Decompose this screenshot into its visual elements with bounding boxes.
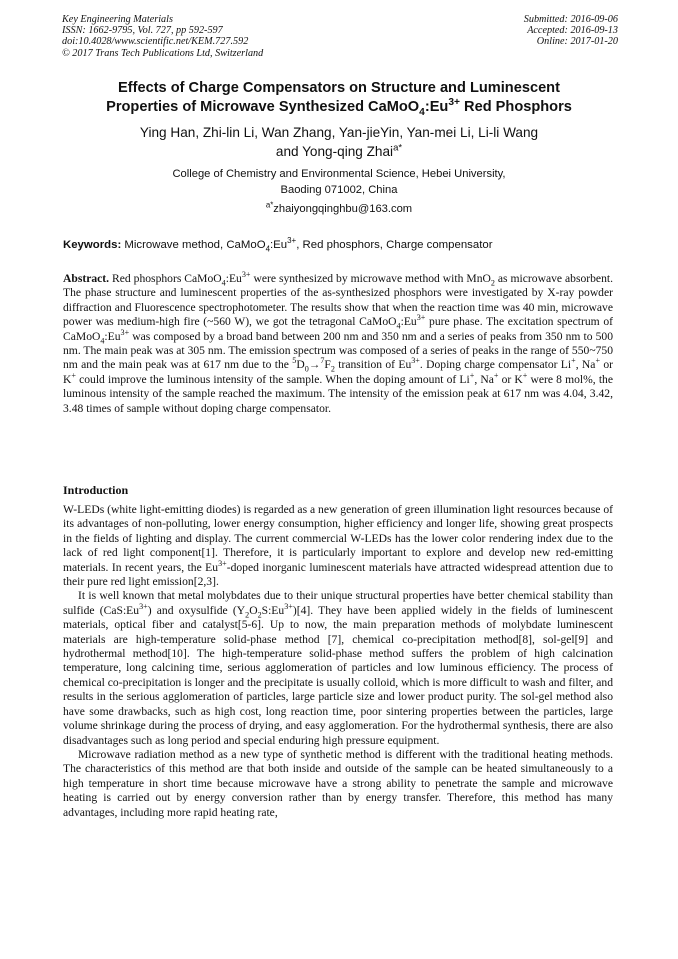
journal-name: Key Engineering Materials [62,14,173,25]
issn-line: ISSN: 1662-9795, Vol. 727, pp 592-597 [62,25,223,37]
keywords-label: Keywords: [63,239,122,251]
keywords: Keywords: Microwave method, $CaMoO_4:Eu^{3+}$, Red phosphors, Charge compensator [63,236,493,254]
authors-line-1: Ying Han, Zhi-lin Li, Wan Zhang, Yan-jieYin, Yan-mei Li, Li-li Wang [139,125,539,140]
accepted-date: Accepted: 2016-09-13 [527,25,618,37]
abstract-label: Abstract. [63,272,110,285]
affiliation [40,166,638,198]
author-list [40,123,638,161]
title-line-2: Properties of Microwave Synthesized $CaMoO_4:Eu^{3+}$ Red Phosphors [106,97,572,118]
intro-paragraph-1: W-LEDs (white light-emitting diodes) is regarded as a new generation of green illumination light resources because of its advantages of non-polluting, lower energy consumption, higher efficiency and longer life, showing great prospects in the fields of lighting and display. The current commercial W-LEDs has the lower color rendering index due to the lack of red light component[1]. Therefore, it is particularly important to explore and develop new red-emitting materials. In recent years, the $Eu^{3+}$-doped inorganic luminescent materials have attracted widespread attention due to their pure red light emission[2,3]. [63,503,614,589]
affiliation-line-1: College of Chemistry and Environmental Science, Hebei University, [172,168,506,180]
title-line-1: Effects of Charge Compensators on Structure and Luminescent [118,80,560,96]
journal-info [62,14,263,59]
doi-line: doi:10.4028/www.scientific.net/KEM.727.592 [62,36,249,48]
corresponding-marker: a* [393,142,403,154]
publication-dates [524,14,618,48]
abstract: Abstract. Red phosphors $CaMoO_4:Eu^{3+}$ were synthesized by microwave method with MnO$_2$ as microwave absorbent. The phase structure and luminescent properties of the as-synthesized phosphors were investigated by X-ray powder diffraction and Fluorescence spectrophotometer. The results show that when the reaction time was 40 min, microwave power was medium-high fire (~560 W), we got the tetragonal $CaMoO_4:Eu^{3+}$ pure phase. The excitation spectrum of $CaMoO_4:Eu^{3+}$ was composed by a broad band between 200 nm and 350 nm and a series of peaks from 350 nm to 500 nm. The main peak was at 305 nm. The emission spectrum was composed of a series of peaks in the range of 550~750 nm and the main peak was at 617 nm due to the $^5D_0\to^7F_2$ transition of $Eu^{3+}$. Doping charge compensator Li+, Na+ or K+ could improve the luminous intensity of the sample. When the doping amount of Li+, Na+ or K+ were 8 mol%, the luminous intensity of the sample reached the maximum. The intensity of the emission peak at 617 nm was 4.04, 3.42, 3.48 times of sample without doping charge compensator. [63,270,614,415]
email-marker: a* [265,200,274,210]
introduction-body [63,503,613,820]
intro-paragraph-3: Microwave radiation method as a new type of synthetic method is different with the traditional heating methods. The characteristics of this method are that both inside and outside of the sample can be heated simultaneously to a high temperature in short time because microwave have a strong ability to penetrate the sample and microwave heating is carried out by energy conversion rather than by energy transfer. Therefore, this method has many advantages, including more rapid heating rate, [63,747,613,819]
copyright-line: © 2017 Trans Tech Publications Ltd, Switzerland [62,47,264,59]
online-date: Online: 2017-01-20 [536,36,618,48]
affiliation-line-2: Baoding 071002, China [280,184,398,196]
paper-title [40,79,638,117]
author-email [40,202,638,216]
submitted-date: Submitted: 2016-09-06 [523,14,618,25]
introduction-heading: Introduction [63,483,129,497]
authors-line-2: and Yong-qing Zhai$^{a*}$ [275,142,403,159]
email-address: zhaiyongqinghbu@163.com [273,203,413,215]
intro-paragraph-2: It is well known that metal molybdates due to their unique structural properties have better chemical stability than sulfide $(CaS:Eu^{3+})$ and oxysulfide $(Y_2O_2S:Eu^{3+})[4]$. They have been applied widely in the fields of luminescent materials, optical fiber and catalyst[5-6]. Up to now, the main preparation methods of molybdate luminescent materials are high-temperature solid-phase method [7], chemical co-precipitation method[8], sol-gel[9] and hydrothermal method[10]. The high-temperature solid-phase method suffers the problem of high calcination temperature, long calcining time, serious agglomeration of particles and low luminous efficiency. The process of chemical co-precipitation is longer and the precipitate is usually colloid, which is more difficult to wash and filter, and results in the serious agglomeration of particles, large particle size and lower product purity. The sol-gel method also have some drawbacks, such as high cost, long reaction time, poor sintering properties between the particles, large volume shrinkage during the process of drying, and easy agglomeration. For the hydrothermal synthesis, there are also disadvantages such as long period and special enduring high pressure equipment. [63,589,613,747]
